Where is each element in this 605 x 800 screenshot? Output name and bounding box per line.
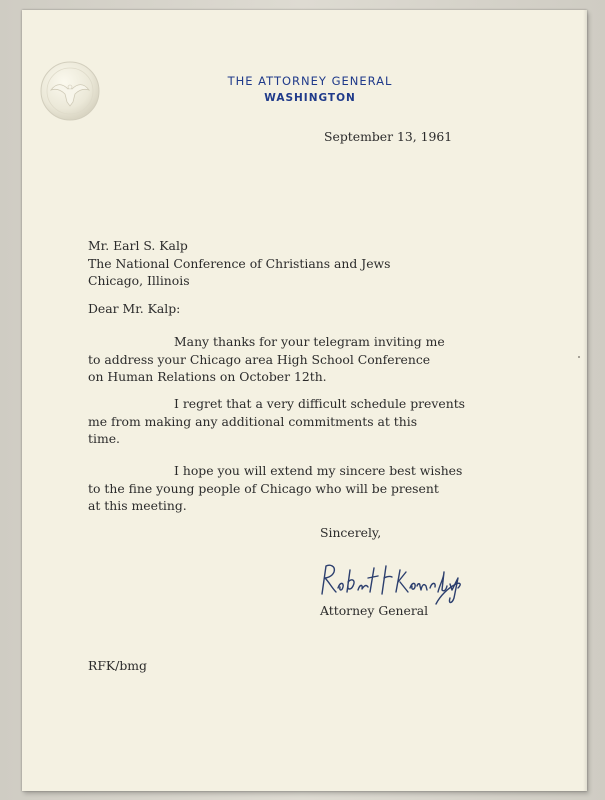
addressee-location: Chicago, Illinois	[88, 273, 190, 288]
paragraph-line: to address your Chicago area High School Conference	[88, 351, 431, 367]
addressee-name: Mr. Earl S. Kalp	[88, 238, 188, 253]
closing: Sincerely,	[320, 525, 382, 540]
paragraph-line: me from making any additional commitments at this	[88, 413, 418, 429]
paper-fleck	[578, 356, 580, 358]
reference-initials: RFK/bmg	[88, 658, 147, 673]
addressee-organization: The National Conference of Christians and Jews	[88, 255, 391, 271]
letter-sheet	[22, 10, 587, 791]
paragraph-wishes	[88, 462, 462, 515]
signer-title: Attorney General	[320, 603, 429, 618]
paragraph-line: Many thanks for your telegram inviting me	[174, 334, 445, 349]
paragraph-thanks	[88, 333, 445, 386]
paragraph-line: time.	[88, 431, 120, 446]
paragraph-line: at this meeting.	[88, 498, 187, 513]
paragraph-regret	[88, 395, 465, 448]
letterhead-city: WASHINGTON	[264, 92, 356, 104]
addressee-block	[88, 237, 391, 290]
paragraph-line: on Human Relations on October 12th.	[88, 369, 327, 384]
paper-edge-shadow	[583, 10, 587, 791]
paragraph-line: to the fine young people of Chicago who will be present	[88, 480, 439, 496]
letterhead-title: THE ATTORNEY GENERAL	[227, 74, 393, 88]
letterhead	[190, 73, 430, 107]
eagle-seal-icon	[39, 60, 101, 122]
salutation: Dear Mr. Kalp:	[88, 301, 181, 316]
paragraph-line: I hope you will extend my sincere best wishes	[174, 463, 463, 478]
letter-date: September 13, 1961	[324, 129, 453, 144]
paragraph-line: I regret that a very difficult schedule prevents	[174, 396, 466, 411]
